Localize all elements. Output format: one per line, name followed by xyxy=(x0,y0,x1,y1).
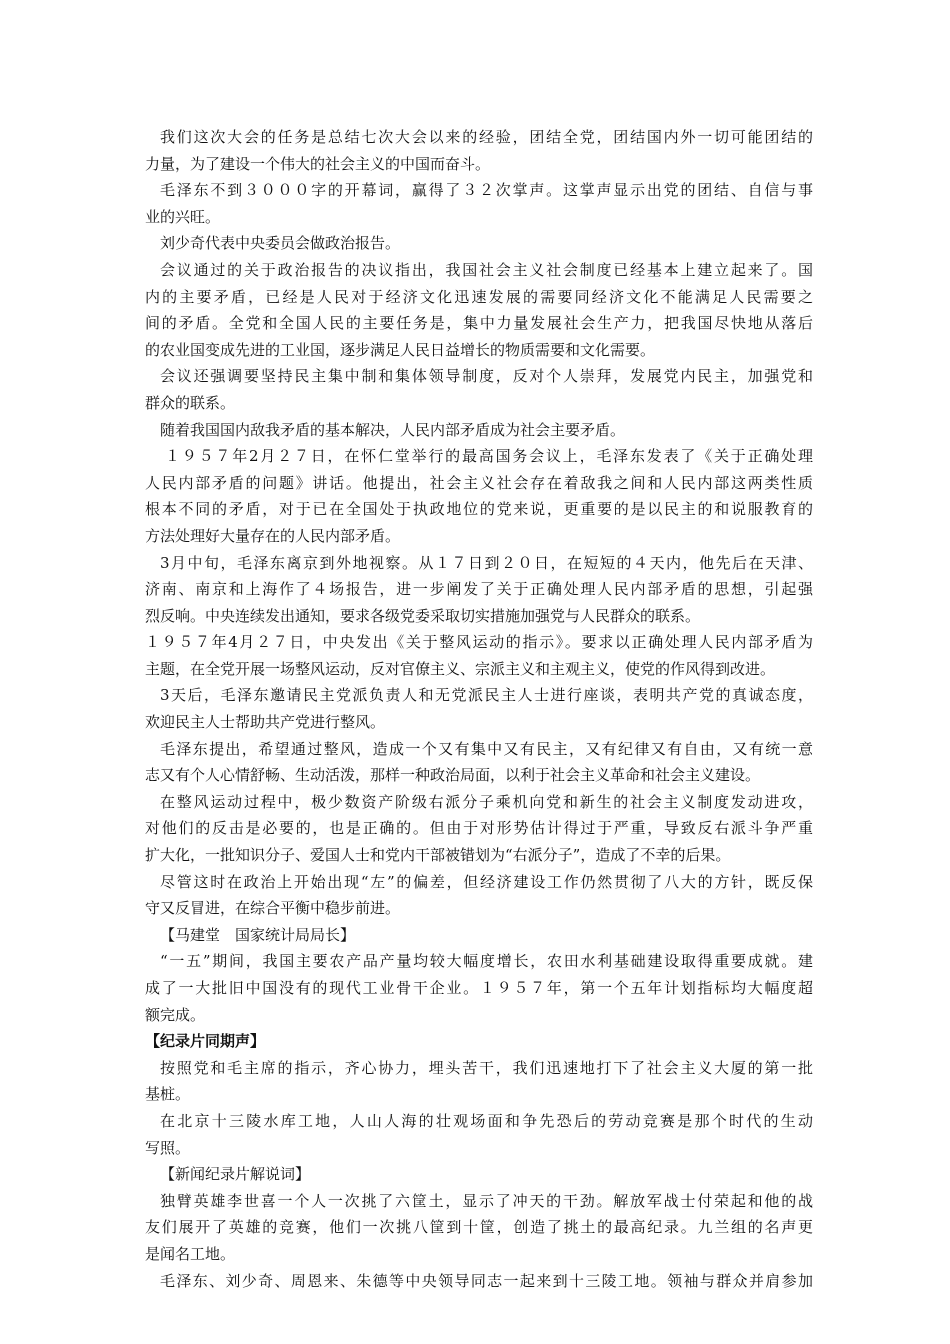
paragraph-4-line-1: 群众的联系。 xyxy=(145,393,236,412)
paragraph-3-line-3: 的农业国变成先进的工业国，逐步满足人民日益增长的物质需要和文化需要。 xyxy=(145,340,656,359)
paragraph-5-line-0: 随着我国国内敌我矛盾的基本解决，人民内部矛盾成为社会主要矛盾。 xyxy=(160,420,626,439)
paragraph-7-line-2: 烈反响。中央连续发出通知，要求各级党委采取切实措施加强党与人民群众的联系。 xyxy=(145,606,701,625)
paragraph-7-line-1: 济南、南京和上海作了４场报告，进一步阐发了关于正确处理人民内部矛盾的思想，引起强 xyxy=(145,580,813,599)
paragraph-9-line-1: 欢迎民主人士帮助共产党进行整风。 xyxy=(145,713,386,732)
paragraph-18-line-0: 【新闻纪录片解说词】 xyxy=(160,1165,311,1184)
paragraph-19-line-0: 独臂英雄李世喜一个人一次挑了六筐土，显示了冲天的干劲。解放军战士付荣起和他的战 xyxy=(160,1191,813,1210)
paragraph-11-line-0: 在整风运动过程中，极少数资产阶级右派分子乘机向党和新生的社会主义制度发动进攻， xyxy=(160,792,813,811)
paragraph-6-line-1: 人民内部矛盾的问题》讲话。他提出，社会主义社会存在着敌我之间和人民内部这两类性质 xyxy=(145,473,813,492)
paragraph-3-line-0: 会议通过的关于政治报告的决议指出，我国社会主义社会制度已经基本上建立起来了。国 xyxy=(160,260,813,279)
paragraph-19-line-1: 友们展开了英雄的竞赛，他们一次挑八筐到十筐，创造了挑土的最高纪录。九兰组的名声更 xyxy=(145,1218,813,1237)
paragraph-19-line-2: 是闻名工地。 xyxy=(145,1244,236,1263)
paragraph-20-line-0: 毛泽东、刘少奇、周恩来、朱德等中央领导同志一起来到十三陵工地。领袖与群众并肩参加 xyxy=(160,1271,813,1290)
paragraph-13-line-0: 【马建堂 国家统计局局长】 xyxy=(160,925,356,944)
paragraph-9-line-0: 3天后，毛泽东邀请民主党派负责人和无党派民主人士进行座谈，表明共产党的真诚态度， xyxy=(160,686,813,705)
paragraph-1-line-1: 业的兴旺。 xyxy=(145,207,221,226)
paragraph-16-line-0: 按照党和毛主席的指示，齐心协力，埋头苦干，我们迅速地打下了社会主义大厦的第一批 xyxy=(160,1058,813,1077)
paragraph-10-line-0: 毛泽东提出，希望通过整风，造成一个又有集中又有民主，又有纪律又有自由，又有统一意 xyxy=(160,739,813,758)
paragraph-12-line-0: 尽管这时在政治上开始出现“左”的偏差，但经济建设工作仍然贯彻了八大的方针，既反保 xyxy=(160,872,813,891)
paragraph-8-line-0: １９５７年4月２７日，中央发出《关于整风运动的指示》。要求以正确处理人民内部矛盾为 xyxy=(145,633,813,652)
paragraph-6-line-2: 根本不同的矛盾，对于已在全国处于执政地位的党来说，更重要的是以民主的和说服教育的 xyxy=(145,500,813,519)
paragraph-6-line-0: １９５７年2月２７日，在怀仁堂举行的最高国务会议上，毛泽东发表了《关于正确处理 xyxy=(165,447,813,466)
paragraph-15-line-0: 【纪录片同期声】 xyxy=(145,1032,266,1051)
document-page xyxy=(145,124,813,1294)
paragraph-14-line-2: 额完成。 xyxy=(145,1005,206,1024)
paragraph-16-line-1: 基桩。 xyxy=(145,1085,191,1104)
paragraph-7-line-0: 3月中旬，毛泽东离京到外地视察。从１７日到２０日，在短短的４天内，他先后在天津、 xyxy=(160,553,813,572)
paragraph-3-line-1: 内的主要矛盾，已经是人民对于经济文化迅速发展的需要同经济文化不能满足人民需要之 xyxy=(145,287,813,306)
paragraph-8-line-1: 主题，在全党开展一场整风运动，反对官僚主义、宗派主义和主观主义，使党的作风得到改进。 xyxy=(145,659,776,678)
paragraph-17-line-1: 写照。 xyxy=(145,1138,191,1157)
paragraph-14-line-0: “一五”期间，我国主要农产品产量均较大幅度增长，农田水利基础建设取得重要成就。建 xyxy=(160,952,813,971)
paragraph-0-line-0: 我们这次大会的任务是总结七次大会以来的经验，团结全党，团结国内外一切可能团结的 xyxy=(160,128,813,146)
paragraph-3-line-2: 间的矛盾。全党和全国人民的主要任务是，集中力量发展社会生产力，把我国尽快地从落后 xyxy=(145,314,813,333)
paragraph-1-line-0: 毛泽东不到３０００字的开幕词，赢得了３２次掌声。这掌声显示出党的团结、自信与事 xyxy=(160,181,813,200)
paragraph-11-line-2: 扩大化，一批知识分子、爱国人士和党内干部被错划为“右派分子”，造成了不幸的后果。 xyxy=(145,846,731,865)
paragraph-12-line-1: 守又反冒进，在综合平衡中稳步前进。 xyxy=(145,899,401,918)
paragraph-10-line-1: 志又有个人心情舒畅、生动活泼，那样一种政治局面，以利于社会主义革命和社会主义建设。 xyxy=(145,766,761,785)
paragraph-17-line-0: 在北京十三陵水库工地，人山人海的壮观场面和争先恐后的劳动竞赛是那个时代的生动 xyxy=(160,1111,813,1130)
paragraph-11-line-1: 对他们的反击是必要的，也是正确的。但由于对形势估计得过于严重，导致反右派斗争严重 xyxy=(145,819,813,838)
paragraph-0-line-1: 力量，为了建设一个伟大的社会主义的中国而奋斗。 xyxy=(145,154,491,173)
paragraph-14-line-1: 成了一大批旧中国没有的现代工业骨干企业。１９５７年，第一个五年计划指标均大幅度超 xyxy=(145,979,813,997)
paragraph-4-line-0: 会议还强调要坚持民主集中制和集体领导制度，反对个人崇拜，发展党内民主，加强党和 xyxy=(160,367,813,386)
paragraph-2-line-0: 刘少奇代表中央委员会做政治报告。 xyxy=(160,234,401,253)
paragraph-6-line-3: 方法处理好大量存在的人民内部矛盾。 xyxy=(145,526,401,545)
